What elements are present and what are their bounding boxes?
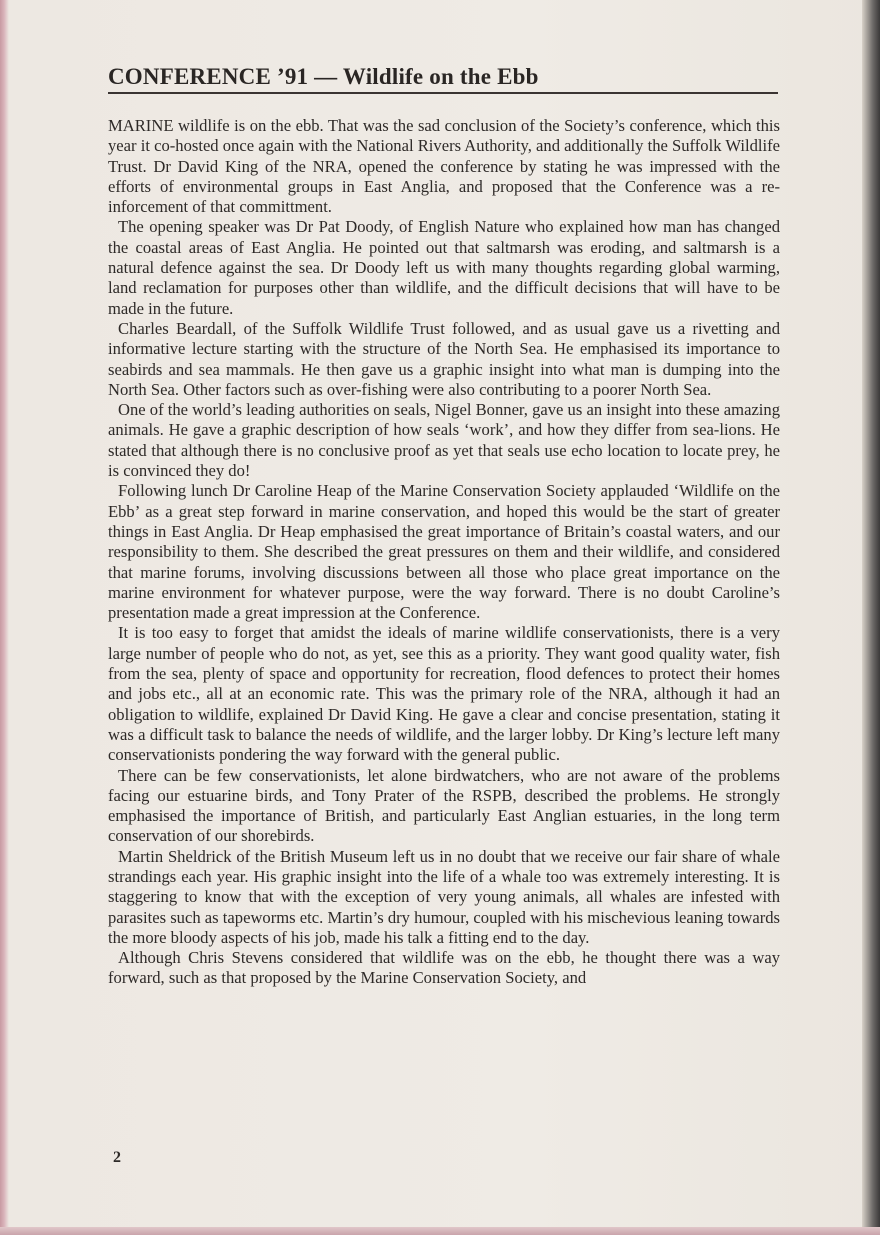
paragraph: It is too easy to forget that amidst the ideals of marine wildlife conservationists, there is a very large number of people who do not, as yet, see this as a priority. They want good quality water, fish from the sea, plenty of space and opportunity for recreation, flood defences to protect their homes and jobs etc., all at an economic rate. This was the primary role of the NRA, although it had an obligation to wildlife, explained Dr David King. He gave a clear and concise presentation, stating it was a difficult task to balance the needs of wildlife, and the larger lobby. Dr King’s lecture left many conservationists pondering the way forward with the general public. <box>108 623 780 765</box>
paragraph: Following lunch Dr Caroline Heap of the Marine Conservation Society applauded ‘Wildlife on the Ebb’ as a great step forward in marine conservation, and hoped this would be the start of greater things in East Anglia. Dr Heap emphasised the great importance of Britain’s coastal waters, and our responsibility to them. She described the great pressures on them and their wildlife, and considered that marine forums, involving discussions between all those who place great importance on the marine environment for whatever purpose, were the way forward. There is no doubt Caroline’s presentation made a great impression at the Conference. <box>108 481 780 623</box>
paragraph: Although Chris Stevens considered that wildlife was on the ebb, he thought there was a way forward, such as that proposed by the Marine Conservation Society, and <box>108 948 780 988</box>
paragraph: The opening speaker was Dr Pat Doody, of English Nature who explained how man has changed the coastal areas of East Anglia. He pointed out that saltmarsh was eroding, and saltmarsh is a natural defence against the sea. Dr Doody left us with many thoughts regarding global warming, land reclamation for purposes other than wildlife, and the difficult decisions that will have to be made in the future. <box>108 217 780 318</box>
page-edge-shadow <box>862 0 880 1235</box>
page-number: 2 <box>113 1149 121 1166</box>
article <box>108 56 780 989</box>
paragraph: There can be few conservationists, let alone birdwatchers, who are not aware of the problems facing our estuarine birds, and Tony Prater of the RSPB, described the problems. He strongly emphasised the importance of British, and particularly East Anglian estuaries, in the long term conservation of our shorebirds. <box>108 765 780 846</box>
page-edge-bottom <box>0 1227 880 1235</box>
paragraph: Charles Beardall, of the Suffolk Wildlife Trust followed, and as usual gave us a rivetting and informative lecture starting with the structure of the North Sea. He emphasised its importance to seabirds and sea mammals. He then gave us a graphic insight into what man is dumping into the North Sea. Other factors such as over-fishing were also contributing to a poorer North Sea. <box>108 318 780 399</box>
article-body <box>108 116 780 989</box>
paragraph: Martin Sheldrick of the British Museum left us in no doubt that we receive our fair share of whale strandings each year. His graphic insight into the life of a whale too was extremely interesting. It is staggering to know that with the exception of very young animals, all whales are infested with parasites such as tapeworms etc. Martin’s dry humour, coupled with his mischevious leaning towards the more bloody aspects of his job, made his talk a fitting end to the day. <box>108 846 780 947</box>
paragraph: MARINE wildlife is on the ebb. That was the sad conclusion of the Society’s conference, which this year it co-hosted once again with the National Rivers Authority, and additionally the Suffolk Wildlife Trust. Dr David King of the NRA, opened the conference by stating he was impressed with the efforts of environmental groups in East Anglia, and proposed that the Conference was a re-inforcement of that committment. <box>108 116 780 217</box>
article-title: CONFERENCE ’91 — Wildlife on the Ebb <box>108 64 778 94</box>
paragraph: One of the world’s leading authorities on seals, Nigel Bonner, gave us an insight into these amazing animals. He gave a graphic description of how seals ‘work’, and how they differ from sea-lions. He stated that although there is no conclusive proof as yet that seals use echo location to locate prey, he is convinced they do! <box>108 400 781 481</box>
